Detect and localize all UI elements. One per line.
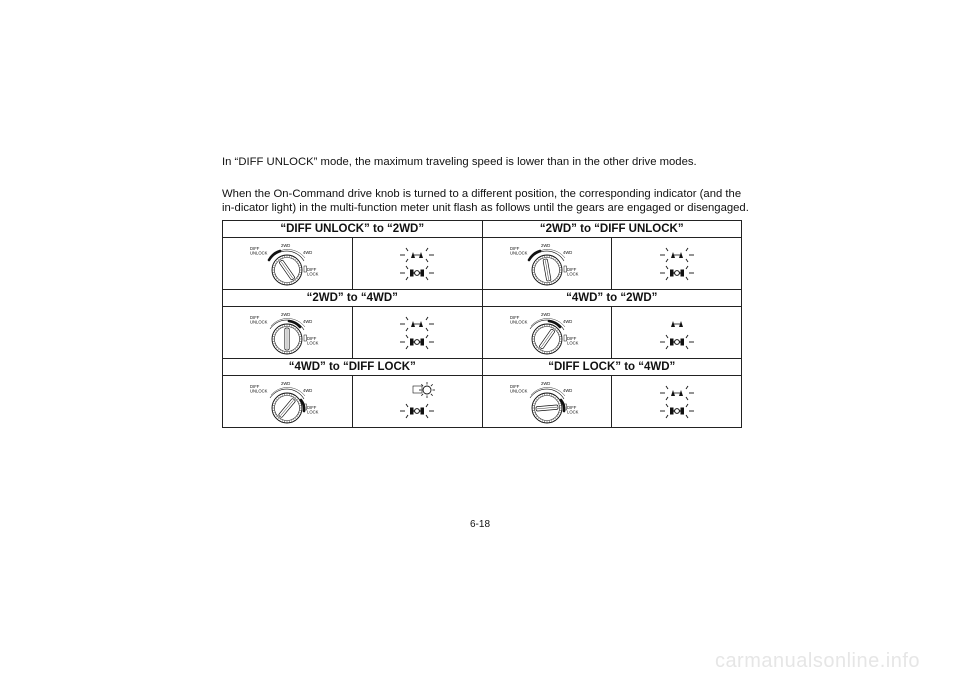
indicator-cell	[352, 376, 482, 428]
indicator-cell	[352, 238, 482, 290]
drive-knob-icon	[507, 240, 587, 288]
svg-text:UNLOCK: UNLOCK	[509, 388, 528, 393]
header-2wd-to-diff-unlock: “2WD” to “DIFF UNLOCK”	[482, 221, 742, 238]
table-header-row	[223, 359, 742, 376]
knob-cell	[482, 376, 612, 428]
svg-text:DIFF: DIFF	[250, 383, 260, 389]
svg-text:2WD: 2WD	[281, 380, 291, 386]
svg-text:DIFF: DIFF	[509, 314, 520, 320]
drive-knob-icon	[247, 309, 327, 357]
svg-text:UNLOCK: UNLOCK	[250, 319, 268, 324]
svg-text:LOCK: LOCK	[307, 409, 319, 414]
drive-indicator-icon	[395, 311, 439, 355]
svg-text:2WD: 2WD	[540, 380, 551, 386]
svg-text:UNLOCK: UNLOCK	[509, 250, 528, 255]
knob-cell	[482, 238, 612, 290]
table-header-row	[223, 221, 742, 238]
svg-text:DIFF: DIFF	[250, 314, 260, 320]
watermark: carmanualsonline.info	[714, 650, 920, 672]
svg-text:4WD: 4WD	[303, 249, 313, 255]
indicator-table	[222, 220, 742, 428]
header-diff-unlock-to-2wd: “DIFF UNLOCK” to “2WD”	[223, 221, 483, 238]
svg-text:DIFF: DIFF	[566, 266, 577, 272]
svg-text:LOCK: LOCK	[307, 340, 319, 345]
knob-cell	[223, 376, 353, 428]
drive-knob-icon	[507, 309, 587, 357]
svg-text:4WD: 4WD	[562, 387, 573, 393]
header-diff-lock-to-4wd: “DIFF LOCK” to “4WD”	[482, 359, 742, 376]
svg-text:2WD: 2WD	[281, 242, 291, 248]
svg-text:4WD: 4WD	[562, 318, 573, 324]
header-4wd-to-diff-lock: “4WD” to “DIFF LOCK”	[223, 359, 483, 376]
drive-knob-icon	[247, 378, 327, 426]
knob-cell	[223, 307, 353, 359]
drive-knob-icon	[507, 378, 587, 426]
svg-text:DIFF: DIFF	[566, 404, 577, 410]
svg-text:DIFF: DIFF	[307, 404, 317, 410]
svg-text:UNLOCK: UNLOCK	[250, 250, 268, 255]
table-row	[223, 238, 742, 290]
svg-text:4WD: 4WD	[562, 249, 573, 255]
svg-text:DIFF: DIFF	[566, 335, 577, 341]
svg-text:LOCK: LOCK	[566, 409, 579, 414]
svg-text:DIFF: DIFF	[307, 266, 317, 272]
svg-text:DIFF: DIFF	[509, 383, 520, 389]
svg-text:4WD: 4WD	[303, 318, 313, 324]
header-2wd-to-4wd: “2WD” to “4WD”	[223, 290, 483, 307]
drive-knob-icon	[247, 240, 327, 288]
drive-indicator-icon	[395, 242, 439, 286]
knob-cell	[223, 238, 353, 290]
drive-indicator-icon	[395, 380, 439, 424]
intro-paragraph: In “DIFF UNLOCK” mode, the maximum traveling speed is lower than in the other drive modes.	[222, 156, 697, 168]
drive-indicator-icon	[655, 242, 699, 286]
svg-text:DIFF: DIFF	[509, 245, 520, 251]
header-4wd-to-2wd: “4WD” to “2WD”	[482, 290, 742, 307]
drive-indicator-icon	[655, 311, 699, 355]
svg-text:UNLOCK: UNLOCK	[250, 388, 268, 393]
page-number: 6-18	[469, 519, 490, 530]
indicator-cell	[352, 307, 482, 359]
svg-text:LOCK: LOCK	[566, 271, 579, 276]
svg-text:DIFF: DIFF	[307, 335, 317, 341]
description-paragraph: When the On-Command drive knob is turned to a different position, the corresponding indicator (and the in-dicator light) in the multi-function meter unit flash as follows until the gears are engaged or disengaged.	[222, 188, 749, 214]
svg-text:2WD: 2WD	[540, 311, 551, 317]
svg-text:2WD: 2WD	[540, 242, 551, 248]
indicator-cell	[612, 307, 742, 359]
svg-text:DIFF: DIFF	[250, 245, 260, 251]
table-row	[223, 307, 742, 359]
svg-text:UNLOCK: UNLOCK	[509, 319, 528, 324]
svg-text:LOCK: LOCK	[307, 271, 319, 276]
svg-text:2WD: 2WD	[281, 311, 291, 317]
table-header-row	[223, 290, 742, 307]
drive-indicator-icon	[655, 380, 699, 424]
indicator-cell	[612, 376, 742, 428]
indicator-cell	[612, 238, 742, 290]
svg-text:LOCK: LOCK	[566, 340, 579, 345]
table-row	[223, 376, 742, 428]
knob-cell	[482, 307, 612, 359]
svg-text:4WD: 4WD	[303, 387, 313, 393]
